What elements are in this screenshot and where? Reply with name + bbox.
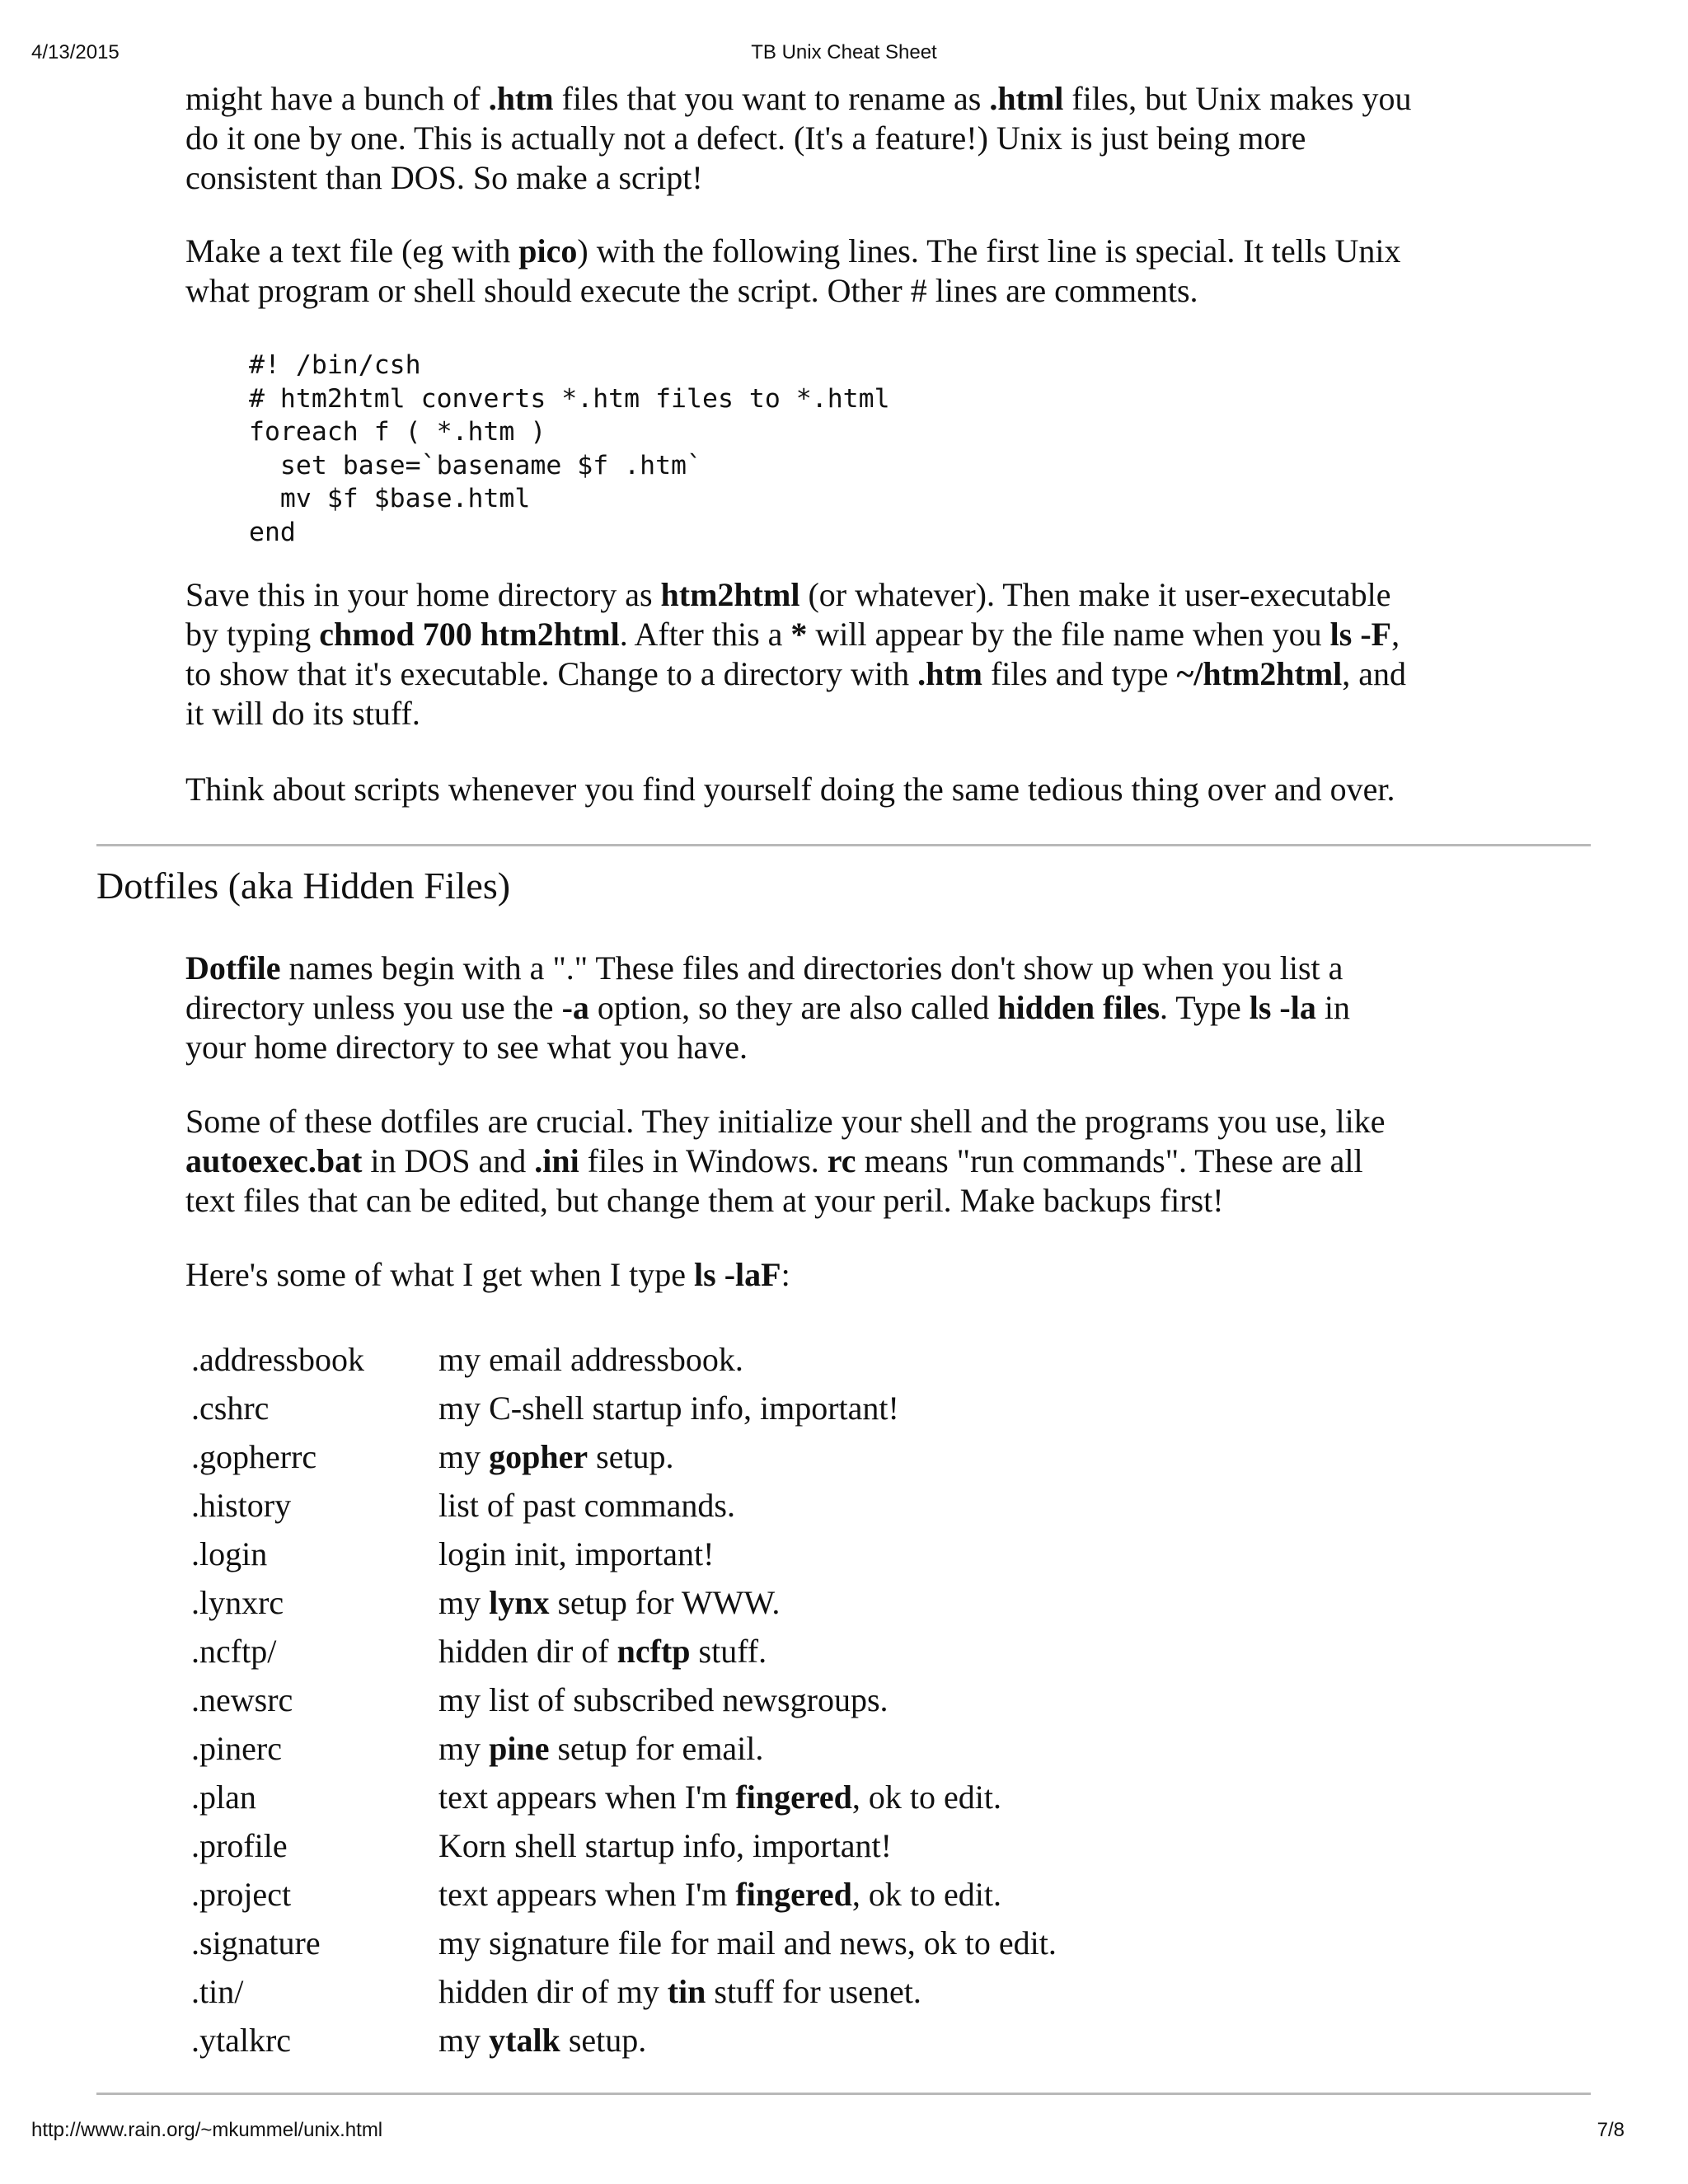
dotfile-name: .pinerc [191,1730,282,1767]
dotfile-name: .lynxrc [191,1584,284,1621]
page-header [0,41,1688,68]
dotfile-description: Korn shell startup info, important! [438,1827,892,1864]
dotfile-description: my list of subscribed newsgroups. [438,1681,889,1718]
table-row [191,1335,1057,1384]
table-row [191,2016,1057,2064]
dotfile-description: my signature file for mail and news, ok to edit. [438,1924,1057,1961]
dotfile-name: .plan [191,1779,256,1816]
table-row [191,1870,1057,1919]
dotfile-name: .login [191,1535,268,1572]
dotfile-description: my gopher setup. [438,1438,674,1475]
save-script-paragraph: Save this in your home directory as htm2html (or whatever). Then make it user-executable by typing chmod 700 htm2html. After this a * will appear by the file name when you ls -F, to show that it's executable. Change to a directory with .htm files and type ~/htm2html, and it will do its stuff. [185,576,1407,732]
csh-script-code-block: #! /bin/csh # htm2html converts *.htm files to *.html foreach f ( *.htm ) set base=`basename $f .htm` mv $f $base.html end [249,350,890,547]
table-row [191,1967,1057,2016]
intro-paragraph: might have a bunch of .htm files that you want to rename as .html files, but Unix makes you do it one by one. This is actually not a defect. (It's a feature!) Unix is just being more consistent than DOS. So make a script! [185,80,1412,196]
dotfile-name: .project [191,1876,292,1913]
page-number: 7/8 [1597,2119,1625,2141]
section-divider [96,844,1591,846]
dotfile-description: login init, important! [438,1535,715,1572]
table-row [191,1384,1057,1432]
source-url: http://www.rain.org/~mkummel/unix.html [31,2119,383,2141]
table-row [191,1627,1057,1675]
table-row [191,1481,1057,1530]
dotfile-description: my C-shell startup info, important! [438,1390,899,1427]
table-row [191,1530,1057,1578]
dotfile-intro-paragraph: Dotfile names begin with a "." These files and directories don't show up when you list a directory unless you use the -a option, so they are also called hidden files. Type ls -la in your home directory to see what you have. [185,949,1350,1066]
dotfile-description: hidden dir of ncftp stuff. [438,1633,767,1670]
dotfile-description: my email addressbook. [438,1341,743,1378]
dotfile-name: .cshrc [191,1390,270,1427]
table-row [191,1919,1057,1967]
dotfile-description: text appears when I'm fingered, ok to edit. [438,1779,1001,1816]
document-title: TB Unix Cheat Sheet [751,41,937,63]
table-row [191,1675,1057,1724]
dotfile-description: my pine setup for email. [438,1730,764,1767]
table-row [191,1773,1057,1821]
print-date: 4/13/2015 [31,41,120,63]
dotfile-name: .addressbook [191,1341,364,1378]
page-footer [0,2119,1688,2145]
dotfile-name: .ytalkrc [191,2022,292,2059]
dotfile-description: hidden dir of my tin stuff for usenet. [438,1973,921,2010]
section-heading: Dotfiles (aka Hidden Files) [96,865,511,907]
ls-laf-intro: Here's some of what I get when I type ls -laF: [185,1256,790,1293]
dotfile-name: .newsrc [191,1681,293,1718]
dotfiles-table [191,1335,1057,2064]
footer-divider [96,2093,1591,2095]
dotfile-name: .history [191,1487,292,1524]
dotfile-name: .tin/ [191,1973,244,2010]
table-row [191,1821,1057,1870]
make-script-paragraph: Make a text file (eg with pico) with the following lines. The first line is special. It tells Unix what program or shell should execute the script. Other # lines are comments. [185,232,1401,309]
think-about-scripts-paragraph: Think about scripts whenever you find yourself doing the same tedious thing over and over. [185,771,1395,808]
table-row [191,1724,1057,1773]
dotfile-name: .gopherrc [191,1438,317,1475]
dotfile-description: my lynx setup for WWW. [438,1584,781,1621]
crucial-dotfiles-paragraph: Some of these dotfiles are crucial. They initialize your shell and the programs you use, like autoexec.bat in DOS and .ini files in Windows. rc means "run commands". These are all text files that can be edited, but change them at your peril. Make backups first! [185,1103,1386,1219]
dotfile-name: .ncftp/ [191,1633,277,1670]
table-row [191,1578,1057,1627]
dotfile-name: .signature [191,1924,321,1961]
dotfile-name: .profile [191,1827,288,1864]
table-row [191,1432,1057,1481]
dotfile-description: text appears when I'm fingered, ok to edit. [438,1876,1001,1913]
dotfile-description: my ytalk setup. [438,2022,647,2059]
dotfile-description: list of past commands. [438,1487,735,1524]
